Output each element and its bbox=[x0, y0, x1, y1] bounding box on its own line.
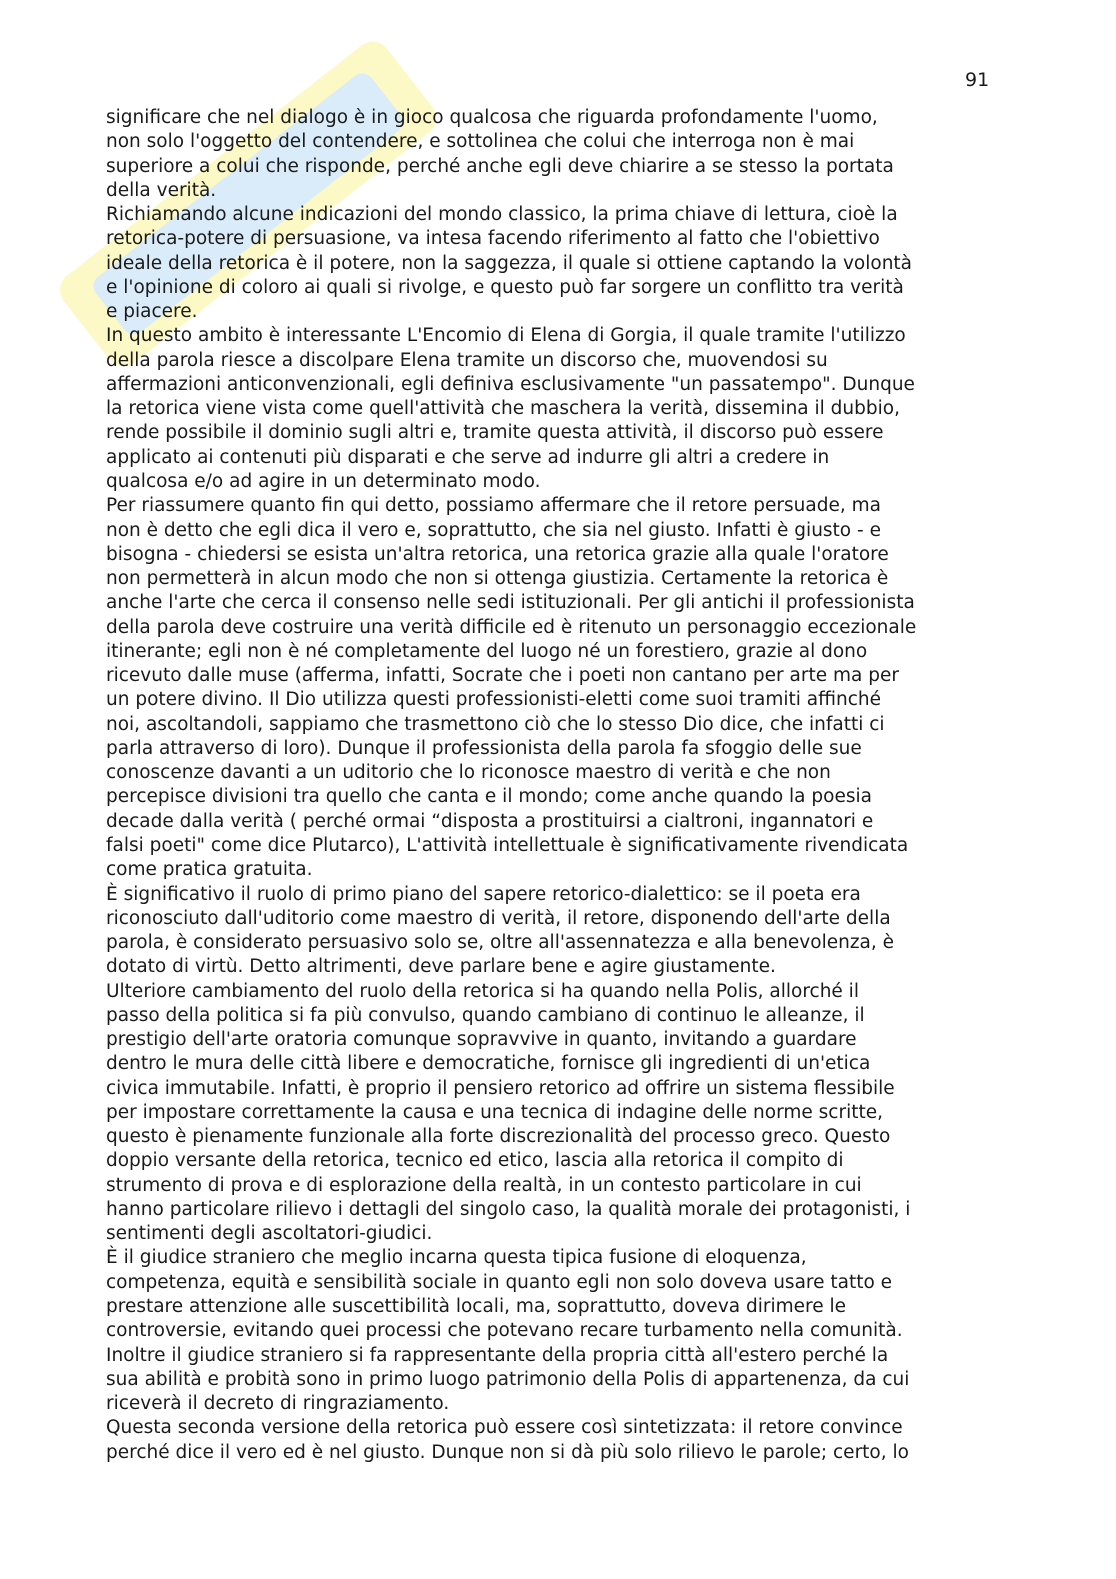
text-line: questo è pienamente funzionale alla forte discrezionalità del processo greco. Questo bbox=[106, 1126, 891, 1148]
text-line: retorica-potere di persuasione, va intesa facendo riferimento al fatto che l'obiettivo bbox=[106, 228, 880, 250]
text-line: anche l'arte che cerca il consenso nelle sedi istituzionali. Per gli antichi il professionista bbox=[106, 592, 915, 614]
text-line: affermazioni anticonvenzionali, egli definiva esclusivamente "un passatempo". Dunque bbox=[106, 373, 915, 395]
text-line: della parola riesce a discolpare Elena tramite un discorso che, muovendosi su bbox=[106, 349, 828, 371]
text-line: la retorica viene vista come quell'attività che maschera la verità, dissemina il dubbio, bbox=[106, 398, 900, 420]
text-line: sentimenti degli ascoltatori-giudici. bbox=[106, 1223, 433, 1245]
text-line: ricevuto dalle muse (afferma, infatti, Socrate che i poeti non cantano per arte ma per bbox=[106, 665, 899, 687]
text-line: prestigio dell'arte oratoria comunque sopravvive in quanto, invitando a guardare bbox=[106, 1029, 857, 1051]
text-line: perché dice il vero ed è nel giusto. Dunque non si dà più solo rilievo le parole; certo, lo bbox=[106, 1441, 909, 1463]
text-line: non è detto che egli dica il vero e, soprattutto, che sia nel giusto. Infatti è giusto - e bbox=[106, 519, 881, 541]
text-line: applicato ai contenuti più disparati e che serve ad indurre gli altri a credere in bbox=[106, 446, 830, 468]
text-line: della verità. bbox=[106, 179, 217, 201]
text-line: significare che nel dialogo è in gioco qualcosa che riguarda profondamente l'uomo, bbox=[106, 107, 878, 128]
text-line: e l'opinione di coloro ai quali si rivolge, e questo può far sorgere un conflitto tra verità bbox=[106, 276, 904, 298]
text-line: qualcosa e/o ad agire in un determinato modo. bbox=[106, 470, 541, 492]
text-line: per impostare correttamente la causa e una tecnica di indagine delle norme scritte, bbox=[106, 1101, 883, 1123]
text-line: In questo ambito è interessante L'Encomio di Elena di Gorgia, il quale tramite l'utilizzo bbox=[106, 325, 906, 347]
text-line: percepisce divisioni tra quello che canta e il mondo; come anche quando la poesia bbox=[106, 786, 872, 808]
text-line: Inoltre il giudice straniero si fa rappresentante della propria città all'estero perché la bbox=[106, 1344, 889, 1366]
text-line: conoscenze davanti a un uditorio che lo riconosce maestro di verità e che non bbox=[106, 762, 831, 784]
text-line: e piacere. bbox=[106, 301, 198, 323]
text-line: riconosciuto dall'uditorio come maestro di verità, il retore, disponendo dell'arte della bbox=[106, 907, 891, 929]
text-line: parola, è considerato persuasivo solo se, oltre all'assennatezza e alla benevolenza, è bbox=[106, 932, 895, 954]
text-line: È significativo il ruolo di primo piano del sapere retorico-dialettico: se il poeta era bbox=[106, 883, 861, 905]
text-line: doppio versante della retorica, tecnico ed etico, lascia alla retorica il compito di bbox=[106, 1150, 844, 1172]
text-line: controversie, evitando quei processi che potevano recare turbamento nella comunità. bbox=[106, 1320, 903, 1342]
text-line: ideale della retorica è il potere, non la saggezza, il quale si ottiene captando la volontà bbox=[106, 252, 913, 274]
text-line: dentro le mura delle città libere e democratiche, fornisce gli ingredienti di un'etica bbox=[106, 1053, 871, 1075]
text-line: superiore a colui che risponde, perché anche egli deve chiarire a se stesso la portata bbox=[106, 155, 894, 177]
page-number: 91 bbox=[965, 69, 990, 91]
text-line: come pratica gratuita. bbox=[106, 859, 313, 881]
text-line: itinerante; egli non è né completamente del luogo né un forestiero, grazie al dono bbox=[106, 640, 868, 662]
text-line: civica immutabile. Infatti, è proprio il pensiero retorico ad offrire un sistema flessibile bbox=[106, 1077, 895, 1099]
text-line: riceverà il decreto di ringraziamento. bbox=[106, 1393, 450, 1415]
text-line: hanno particolare rilievo i dettagli del singolo caso, la qualità morale dei protagonisti, i bbox=[106, 1198, 911, 1220]
text-line: Per riassumere quanto fin qui detto, possiamo affermare che il retore persuade, ma bbox=[106, 495, 881, 517]
document-body bbox=[106, 106, 1106, 1465]
text-line: competenza, equità e sensibilità sociale in quanto egli non solo doveva usare tatto e bbox=[106, 1271, 893, 1293]
text-line: bisogna - chiedersi se esista un'altra retorica, una retorica grazie alla quale l'oratore bbox=[106, 543, 889, 565]
text-line: un potere divino. Il Dio utilizza questi professionisti-eletti come suoi tramiti affinché bbox=[106, 689, 882, 711]
text-line: rende possibile il dominio sugli altri e, tramite questa attività, il discorso può essere bbox=[106, 422, 884, 444]
text-line: strumento di prova e di esplorazione della realtà, in un contesto particolare in cui bbox=[106, 1174, 862, 1196]
text-line: decade dalla verità ( perché ormai “disposta a prostituirsi a cialtroni, ingannatori e bbox=[106, 810, 874, 832]
text-line: parla attraverso di loro). Dunque il professionista della parola fa sfoggio delle sue bbox=[106, 737, 862, 759]
text-line: dotato di virtù. Detto altrimenti, deve parlare bene e agire giustamente. bbox=[106, 956, 776, 978]
text-line: non solo l'oggetto del contendere, e sottolinea che colui che interroga non è mai bbox=[106, 131, 855, 153]
text-line: falsi poeti" come dice Plutarco), L'attività intellettuale è significativamente rivendicata bbox=[106, 834, 909, 856]
text-line: Richiamando alcune indicazioni del mondo classico, la prima chiave di lettura, cioè la bbox=[106, 204, 898, 226]
text-line: non permetterà in alcun modo che non si ottenga giustizia. Certamente la retorica è bbox=[106, 568, 889, 590]
text-line: passo della politica si fa più convulso, quando cambiano di continuo le alleanze, il bbox=[106, 1004, 865, 1026]
text-line: Ulteriore cambiamento del ruolo della retorica si ha quando nella Polis, allorché il bbox=[106, 980, 859, 1002]
text-line: È il giudice straniero che meglio incarna questa tipica fusione di eloquenza, bbox=[106, 1247, 807, 1269]
text-line: noi, ascoltandoli, sappiamo che trasmettono ciò che lo stesso Dio dice, che infatti ci bbox=[106, 713, 885, 735]
text-line: della parola deve costruire una verità difficile ed è ritenuto un personaggio eccezionale bbox=[106, 616, 917, 638]
text-line: prestare attenzione alle suscettibilità locali, ma, soprattutto, doveva dirimere le bbox=[106, 1296, 846, 1318]
text-line: sua abilità e probità sono in primo luogo patrimonio della Polis di appartenenza, da cui bbox=[106, 1368, 910, 1390]
text-line: Questa seconda versione della retorica può essere così sintetizzata: il retore convince bbox=[106, 1417, 903, 1439]
